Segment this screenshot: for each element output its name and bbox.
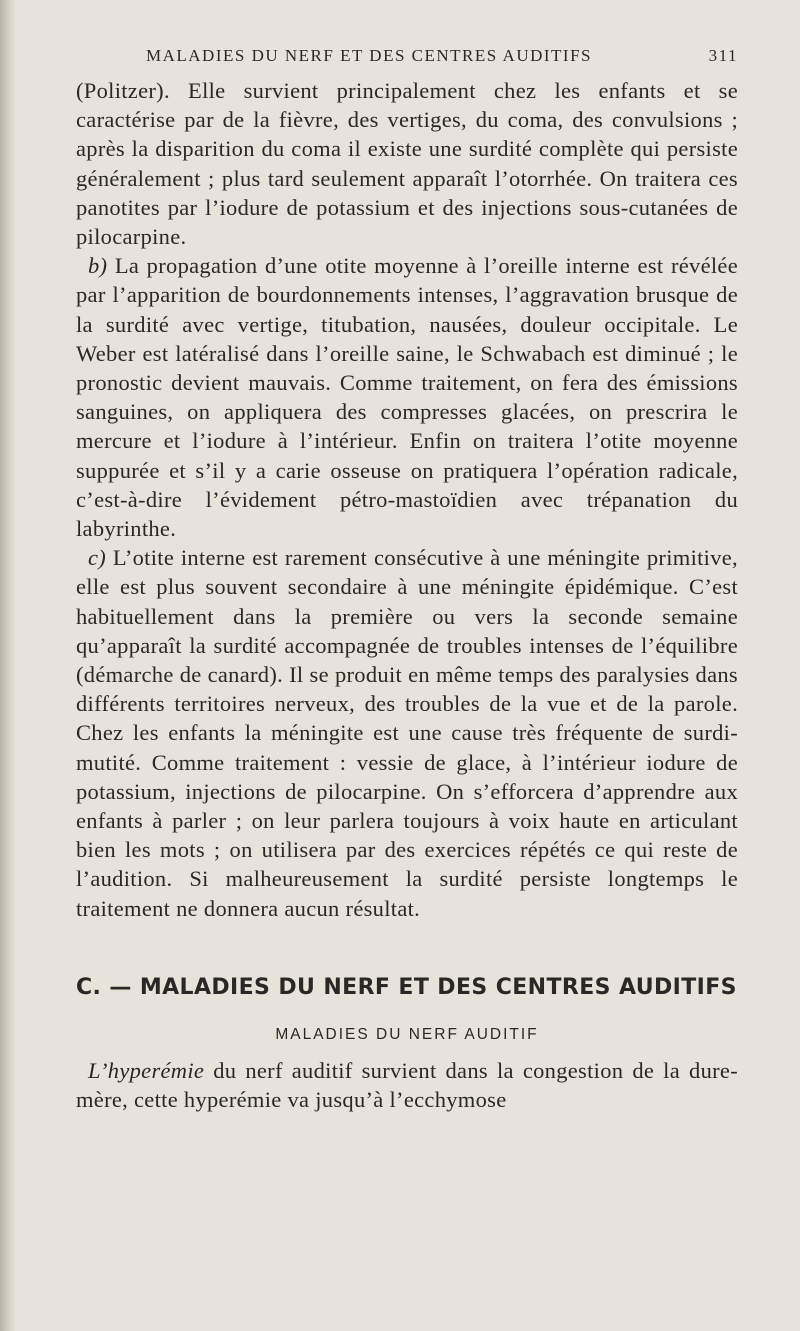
running-head: [146, 46, 738, 66]
paragraph-marker: c): [88, 545, 107, 571]
section-body: [76, 1056, 738, 1114]
paragraph-text: L’otite interne est rarement consécutive à une méningite primitive, elle est plus souvent secondaire à une méningite épidémique. C’est habituellement dans la première ou vers la seconde semaine qu’apparaît la surdité accompagnée de troubles intenses de l’équilibre (démarche de canard). Il se produit en même temps des paralysies dans différents territoires nerveux, des troubles de la vue et de la parole. Chez les enfants la méningite est une cause très fréquente de surdi-mutité. Comme traitement : vessie de glace, à l’intérieur iodure de potassium, injections de pilocarpine. On s’efforcera d’apprendre aux enfants à parler ; on leur parlera toujours à voix haute en articulant bien les mots ; on utilisera par des exercices répétés ce qui reste de l’audition. Si malheureusement la surdité persiste longtemps le traitement ne donnera aucun résultat.: [76, 545, 738, 921]
paragraph-continuation: [76, 76, 738, 251]
section-heading: C. — MALADIES DU NERF ET DES CENTRES AUDITIFS: [76, 974, 737, 1000]
body-text: [76, 76, 738, 923]
paragraph-marker: b): [88, 253, 108, 279]
running-title: MALADIES DU NERF ET DES CENTRES AUDITIFS: [146, 46, 592, 65]
book-page: [76, 46, 738, 1114]
section-paragraph: [76, 1056, 738, 1114]
italic-term: L’hyperémie: [88, 1057, 205, 1083]
paragraph-text: La propagation d’une otite moyenne à l’oreille interne est révélée par l’apparition de bourdonnements intenses, l’aggravation brusque de la surdité avec vertige, titubation, nausées, douleur occipitale. Le Weber est latéralisé dans l’oreille saine, le Schwabach est diminué ; le pronostic devient mauvais. Comme traitement, on fera des émissions sanguines, on appliquera des compresses glacées, on prescrira le mercure et l’iodure à l’intérieur. Enfin on traitera l’otite moyenne suppurée et s’il y a carie osseuse on pratiquera l’opération radicale, c’est-à-dire l’évidement pétro-mastoïdien avec trépanation du labyrinthe.: [76, 253, 738, 542]
page-edge-shadow: [0, 0, 16, 1331]
section-subheading: MALADIES DU NERF AUDITIF: [275, 1025, 539, 1043]
paragraph-text: (Politzer). Elle survient principalement chez les enfants et se caractérise par de la fièvre, des vertiges, du coma, des convulsions ; après la disparition du coma il existe une surdité complète qui persiste généralement ; plus tard seulement apparaît l’otorrhée. On traitera ces panotites par l’iodure de potassium et des injections sous-cutanées de pilocarpine.: [76, 78, 738, 250]
paragraph-b: [76, 251, 738, 543]
page-number: 311: [708, 46, 738, 65]
paragraph-text: du nerf auditif survient dans la congestion de la dure-mère, cette hyperémie va jusqu’à l’ecchymose: [76, 1057, 738, 1113]
paragraph-c: [76, 543, 738, 923]
